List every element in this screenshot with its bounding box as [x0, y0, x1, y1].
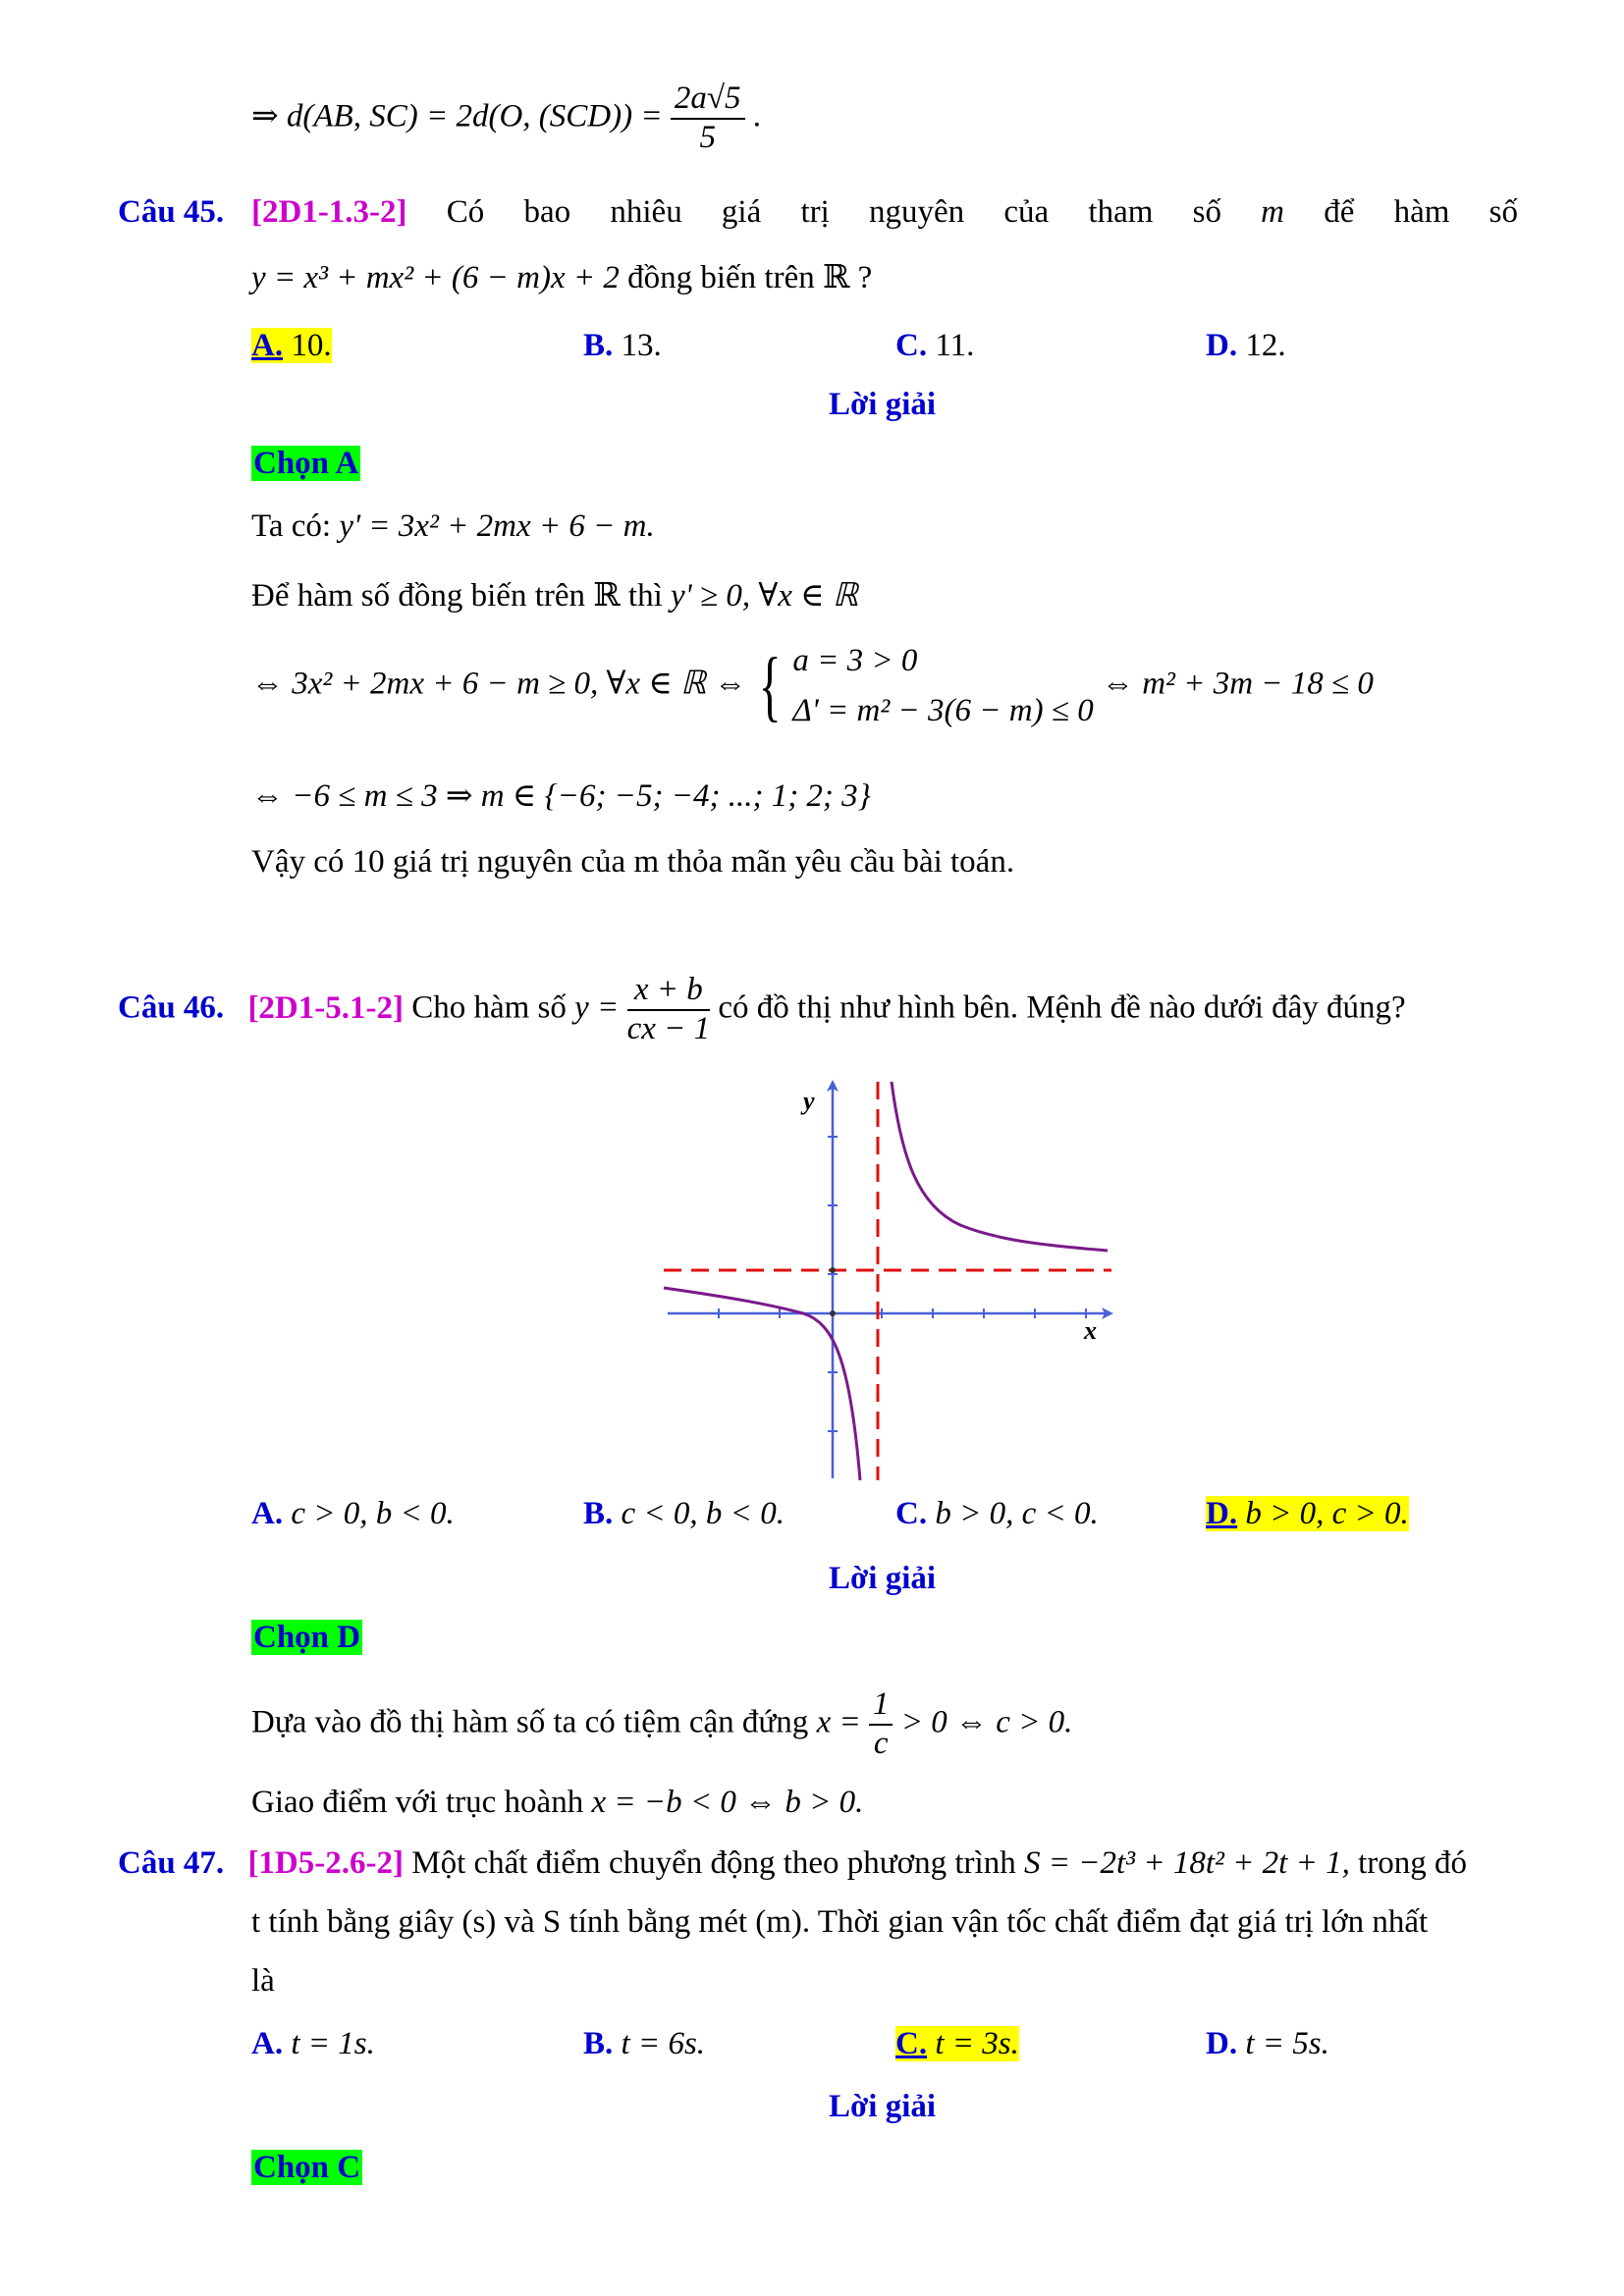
step-math: y' = 3x² + 2mx + 6 − m.	[339, 508, 655, 544]
q46-step1	[251, 1686, 1072, 1763]
q46-text-after: có đồ thị như hình bên. Mệnh đề nào dưới đây đúng?	[718, 989, 1406, 1026]
q45-step4: ⇔ −6 ≤ m ≤ 3 ⇒ m ∈ {−6; −5; −4; ...; 1; 2; 3}	[251, 778, 871, 814]
y-intercept-point	[830, 1267, 836, 1273]
q46-function-lhs: y =	[574, 989, 620, 1026]
fraction-numerator: x + b	[627, 972, 711, 1011]
step-text: Ta có:	[251, 508, 332, 544]
question-number: Câu 46.	[118, 989, 225, 1026]
q45-word: số	[1489, 194, 1518, 230]
q47-motion-equation: S = −2t³ + 18t² + 2t + 1,	[1023, 1845, 1350, 1881]
q45-word: m	[1261, 194, 1285, 230]
q45-word: tham	[1088, 194, 1154, 230]
q45-line2-text: đồng biến trên ℝ ?	[627, 260, 873, 295]
q47-chosen-answer	[251, 2150, 362, 2186]
q47-solution-title: Lời giải	[829, 2089, 937, 2124]
q46-chosen-answer	[251, 1620, 362, 1656]
q45-conclusion: Vậy có 10 giá trị nguyên của m thỏa mãn yêu cầu bài toán.	[251, 844, 1015, 880]
implies-symbol: ⇒	[251, 98, 279, 134]
distance-expression: d(AB, SC) = 2d(O, (SCD)) =	[286, 98, 663, 134]
option-value: 11.	[935, 328, 975, 363]
top-result-line	[251, 80, 761, 157]
option-value: 13.	[621, 328, 662, 363]
q47-text: Một chất điểm chuyển động theo phương trình	[411, 1845, 1016, 1881]
q45-step1	[251, 508, 655, 545]
option-letter: A.	[251, 2026, 284, 2061]
result-fraction	[671, 80, 745, 157]
q46-text-before: Cho hàm số	[411, 989, 567, 1026]
option-letter: C.	[895, 328, 928, 363]
system-brace: {	[758, 643, 782, 730]
q45-word: số	[1192, 194, 1221, 230]
option-value: t = 1s.	[291, 2026, 375, 2061]
q45-word: trị	[800, 194, 830, 230]
step-text: Để hàm số đồng biến trên ℝ thì	[251, 578, 663, 614]
question-number: Câu 47.	[118, 1845, 225, 1881]
chosen-answer-badge: Chọn A	[253, 446, 359, 481]
question-number: Câu 45.	[118, 194, 225, 230]
q45-word: bao	[523, 194, 571, 230]
option-value: c > 0, b < 0.	[291, 1496, 455, 1531]
step-math-left: ⇔ 3x² + 2mx + 6 − m ≥ 0, ∀x ∈ ℝ ⇔	[251, 666, 747, 702]
q47-line1	[118, 1845, 1467, 1882]
q45-option-d[interactable]	[1206, 328, 1286, 364]
q45-option-b[interactable]	[583, 328, 662, 364]
q46-function-fraction	[627, 972, 711, 1048]
q45-option-c[interactable]	[895, 328, 974, 364]
q45-word: nhiêu	[610, 194, 682, 230]
option-letter: A.	[251, 328, 284, 363]
period: .	[752, 98, 762, 134]
step-math: x = −b < 0 ⇔ b > 0.	[591, 1785, 864, 1820]
q47-option-b[interactable]	[583, 2026, 705, 2062]
q45-function-formula: y = x³ + mx² + (6 − m)x + 2	[251, 260, 620, 295]
option-letter: A.	[251, 1496, 284, 1531]
fraction-numerator: 1	[869, 1686, 893, 1726]
q46-solution-title: Lời giải	[829, 1561, 937, 1596]
q46-line1	[118, 972, 1406, 1048]
step-math-lhs: x =	[816, 1704, 861, 1740]
system-line-1: a = 3 > 0	[792, 643, 918, 678]
option-value: 10.	[291, 328, 332, 363]
q46-option-a[interactable]	[251, 1496, 455, 1532]
q46-option-d[interactable]	[1206, 1496, 1409, 1532]
x-axis-label: x	[1084, 1316, 1097, 1345]
origin-point	[830, 1310, 836, 1316]
option-letter: D.	[1206, 1496, 1238, 1531]
option-value: c < 0, b < 0.	[621, 1496, 785, 1531]
q45-word: Có	[446, 194, 485, 230]
option-letter: B.	[583, 2026, 614, 2061]
option-value: b > 0, c > 0.	[1245, 1496, 1409, 1531]
option-value: t = 3s.	[935, 2026, 1019, 2061]
q47-line2: t tính bằng giây (s) và S tính bằng mét (m). Thời gian vận tốc chất điểm đạt giá trị lớn nhất	[251, 1904, 1429, 1940]
q46-function-graph	[660, 1078, 1121, 1484]
option-letter: B.	[583, 328, 614, 363]
option-letter: C.	[895, 1496, 928, 1531]
step-math-right: ⇔ m² + 3m − 18 ≤ 0	[1101, 666, 1374, 702]
q46-step2	[251, 1785, 863, 1821]
q47-text-end: trong đó	[1358, 1845, 1468, 1881]
q47-option-a[interactable]	[251, 2026, 375, 2062]
option-letter: D.	[1206, 2026, 1238, 2061]
q47-option-d[interactable]	[1206, 2026, 1329, 2062]
fraction-denominator: 5	[699, 119, 716, 155]
q45-word: nguyên	[869, 194, 965, 230]
chosen-answer-badge: Chọn C	[253, 2150, 361, 2185]
system-line-2: Δ' = m² − 3(6 − m) ≤ 0	[792, 693, 1094, 729]
q45-word: của	[1003, 194, 1050, 230]
step-text: Giao điểm với trục hoành	[251, 1785, 584, 1820]
q45-solution-title: Lời giải	[829, 387, 937, 422]
q47-line3: là	[251, 1963, 275, 1999]
fraction-denominator: c	[873, 1725, 889, 1761]
option-letter: B.	[583, 1496, 614, 1531]
question-tag: [2D1-1.3-2]	[251, 194, 407, 230]
fraction-denominator: cx − 1	[626, 1010, 711, 1046]
option-letter: D.	[1206, 328, 1238, 363]
question-tag: [2D1-5.1-2]	[247, 989, 404, 1026]
step-math: y' ≥ 0, ∀x ∈ ℝ	[671, 578, 858, 614]
option-value: 12.	[1245, 328, 1286, 363]
y-axis-label: y	[803, 1087, 815, 1115]
q45-line1	[251, 194, 1518, 231]
q45-word: hàm	[1393, 194, 1450, 230]
step-math-rhs: > 0 ⇔ c > 0.	[900, 1704, 1073, 1740]
option-value: b > 0, c < 0.	[935, 1496, 1099, 1531]
question-tag: [1D5-2.6-2]	[247, 1845, 404, 1881]
step-text: Dựa vào đồ thị hàm số ta có tiệm cận đứng	[251, 1704, 809, 1740]
q45-label	[118, 194, 224, 231]
q45-step3	[251, 636, 1374, 736]
chosen-answer-badge: Chọn D	[253, 1620, 361, 1655]
q45-line2	[251, 257, 872, 296]
inequality-system	[792, 636, 1093, 736]
option-value: t = 5s.	[1245, 2026, 1329, 2061]
asymptote-fraction	[869, 1686, 893, 1763]
q45-chosen-answer	[251, 446, 360, 482]
curve-left-branch	[664, 1288, 860, 1480]
option-letter: C.	[895, 2026, 928, 2061]
q46-option-c[interactable]	[895, 1496, 1099, 1532]
q46-option-b[interactable]	[583, 1496, 785, 1532]
q45-word: để	[1324, 194, 1355, 230]
q47-option-c[interactable]	[895, 2026, 1019, 2062]
option-value: t = 6s.	[621, 2026, 706, 2061]
fraction-numerator: 2a√5	[671, 80, 745, 120]
curve-right-branch	[892, 1082, 1108, 1251]
q45-word: giá	[721, 194, 762, 230]
q45-option-a[interactable]	[251, 328, 332, 364]
q45-step2	[251, 575, 858, 614]
